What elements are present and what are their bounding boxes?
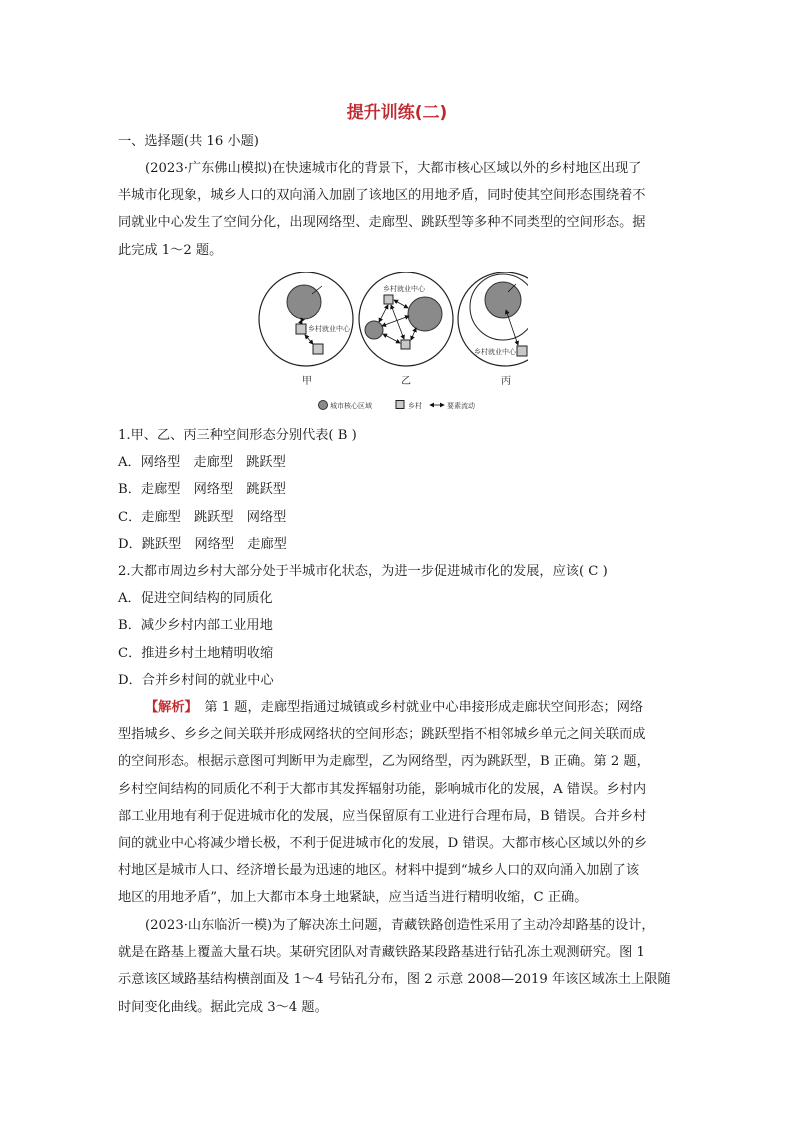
q2-option-a: A．促进空间结构的同质化 xyxy=(118,591,273,607)
village-square xyxy=(517,346,527,356)
analysis-line: 乡村空间结构的同质化不利于大都市其发挥辐射功能，影响城市化的发展，A 错误。乡村内 xyxy=(118,781,647,797)
legend-core-icon xyxy=(319,401,328,410)
analysis-first-text: 第 1 题，走廊型指通过城镇或乡村就业中心串接形成走廊状空间形态；网络 xyxy=(191,700,644,715)
village-square xyxy=(401,340,410,349)
q1-option-a: A．网络型 走廊型 跳跃型 xyxy=(118,455,286,471)
intro-paragraph-1 xyxy=(118,155,676,264)
legend-village-icon xyxy=(396,401,404,409)
village-square xyxy=(313,344,323,354)
center-label-yi: 乡村就业中心 xyxy=(383,285,425,293)
analysis-line: 型指城乡、乡乡之间关联并形成网络状的空间形态；跳跃型指不相邻城乡单元之间关联而成 xyxy=(118,727,646,743)
figure-legend xyxy=(319,401,476,411)
analysis-line: 的空间形态。根据示意图可判断甲为走廊型，乙为网络型，丙为跳跃型，B 正确。第 2 题， xyxy=(118,754,650,770)
panel-label-bing: 丙 xyxy=(501,376,511,387)
intro-paragraph-2 xyxy=(118,912,676,1021)
analysis-line: 村地区是城市人口、经济增长最为迅速的地区。材料中提到“城乡人口的双向涌入加剧了该 xyxy=(118,863,640,879)
panel-bing xyxy=(458,272,528,366)
analysis-first-line xyxy=(118,694,676,721)
urban-core-circle xyxy=(408,297,442,331)
urban-core-circle xyxy=(365,321,383,339)
question-2 xyxy=(118,558,676,694)
intro2-line: (2023·山东临沂一模)为了解决冻土问题，青藏铁路创造性采用了主动冷却路基的设计， xyxy=(145,918,655,933)
panel-label-yi: 乙 xyxy=(401,376,411,387)
q1-option-b: B．走廊型 网络型 跳跃型 xyxy=(118,482,286,498)
analysis-line: 间的就业中心将减少增长极，不利于促进城市化的发展，D 错误。大都市核心区域以外的乡 xyxy=(118,836,648,852)
q2-option-c: C．推进乡村土地精明收缩 xyxy=(118,645,274,661)
center-label-jia: 乡村就业中心 xyxy=(308,325,350,333)
village-square xyxy=(384,295,393,304)
village-square xyxy=(296,324,306,334)
intro2-line: 时间变化曲线。据此完成 3～4 题。 xyxy=(118,999,328,1015)
urban-core-circle xyxy=(287,285,321,319)
analysis-line: 地区的用地矛盾”，加上大都市本身土地紧缺，应当适当进行精明收缩，C 正确。 xyxy=(118,890,588,906)
q1-stem: 1.甲、乙、丙三种空间形态分别代表( B ) xyxy=(118,428,357,443)
legend-core-label: 城市核心区域 xyxy=(330,402,372,410)
panel-yi xyxy=(359,272,453,366)
panel-label-jia: 甲 xyxy=(302,376,312,387)
center-label-bing: 乡村就业中心 xyxy=(474,348,516,356)
intro1-line: 半城市化现象，城乡人口的双向涌入加剧了该地区的用地矛盾，同时使其空间形态围绕着不 xyxy=(118,188,646,204)
section-heading-text: 一、选择题(共 16 小题) xyxy=(118,134,259,149)
panel-jia xyxy=(259,272,353,366)
intro1-line: 此完成 1～2 题。 xyxy=(118,242,223,258)
intro2-line: 就是在路基上覆盖大量石块。某研究团队对青藏铁路某段路基进行钻孔冻土观测研究。图 1 xyxy=(118,945,645,961)
spatial-pattern-figure xyxy=(258,272,528,420)
q2-option-d: D．合并乡村间的就业中心 xyxy=(118,672,274,688)
figure-svg xyxy=(258,272,528,420)
section-heading xyxy=(118,128,676,155)
intro1-line: (2023·广东佛山模拟)在快速城市化的背景下，大都市核心区域以外的乡村地区出现了 xyxy=(145,161,642,176)
intro1-line: 同就业中心发生了空间分化，出现网络型、走廊型、跳跃型等多种不同类型的空间形态。据 xyxy=(118,215,646,231)
q1-option-d: D．跳跃型 网络型 走廊型 xyxy=(118,536,287,552)
q1-option-c: C．走廊型 跳跃型 网络型 xyxy=(118,509,287,525)
intro2-line: 示意该区域路基结构横剖面及 1～4 号钻孔分布，图 2 示意 2008—2019 年该区域冻土上限随 xyxy=(118,972,671,988)
question-1 xyxy=(118,422,676,558)
page-title: 提升训练(二) xyxy=(346,103,448,123)
urban-core-circle xyxy=(485,282,521,318)
analysis-tag: 【解析】 xyxy=(145,700,192,715)
legend-village-label: 乡村 xyxy=(408,402,422,410)
analysis-block xyxy=(118,694,676,912)
analysis-line: 部工业用地有利于促进城市化的发展，应当保留原有工业进行合理布局，B 错误。合并乡村 xyxy=(118,808,647,824)
q2-option-b: B．减少乡村内部工业用地 xyxy=(118,618,273,634)
q2-stem: 2.大都市周边乡村大部分处于半城市化状态，为进一步促进城市化的发展，应该( C ) xyxy=(118,564,608,579)
legend-flow-label: 要素流动 xyxy=(447,402,475,410)
